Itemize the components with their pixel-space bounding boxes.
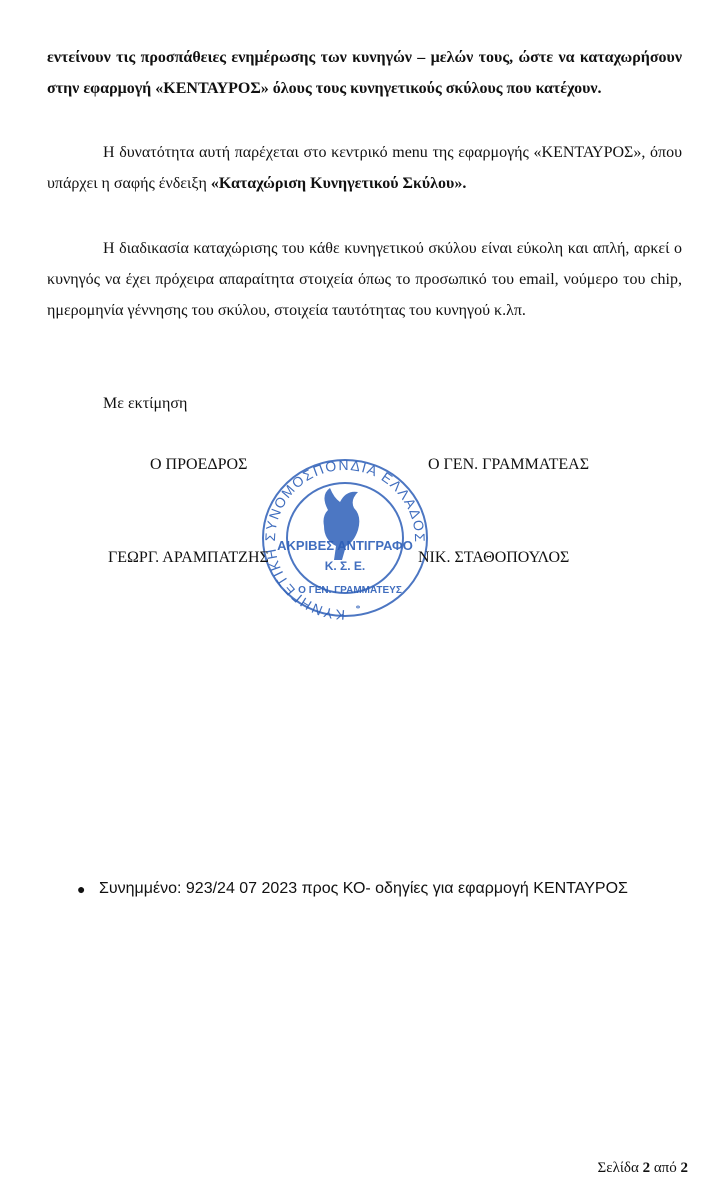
paragraph-2-text: Η δυνατότητα αυτή παρέχεται στο κεντρικό menu της εφαρμογής «ΚΕΝΤΑΥΡΟΣ», όπου υπάρχει η σαφής ένδειξη [47,144,682,192]
stamp-line-2: Κ. Σ. Ε. [324,559,366,573]
paragraph-2-bold: «Καταχώριση Κυνηγετικού Σκύλου». [210,175,467,192]
page-number [598,1160,688,1177]
stamp-line-1: ΑΚΡΙΒΕΣ ΑΝΤΙΓΡΑΦΟ [277,538,413,553]
paragraph-2 [47,137,682,199]
paragraph-3: Η διαδικασία καταχώρισης του κάθε κυνηγετικού σκύλου είναι εύκολη και απλή, αρκεί ο κυνηγός να έχει πρόχειρα απαραίτητα στοιχεία όπως το προσωπικό του email, νούμερο του chip, ημερομηνία γέννησης του σκύλου, στοιχεία ταυτότητας του κυνηγού κ.λπ. [47,240,682,319]
page-total: 2 [680,1160,688,1176]
page-current: 2 [642,1160,651,1176]
stamp-ring-text: ΚΥΝΗΓΕΤΙΚΗ ΣΥΝΟΜΟΣΠΟΝΔΙΑ ΕΛΛΑΔΟΣ [261,456,429,624]
star-icon: * [355,604,361,615]
stamp-line-3: Ο ΓΕΝ. ΓΡΑΜΜΑΤΕΥΣ [298,585,402,596]
president-title: Ο ΠΡΟΕΔΡΟΣ [150,456,248,473]
secretary-title: Ο ΓΕΝ. ΓΡΑΜΜΑΤΕΑΣ [428,456,590,473]
page-number-prefix: Σελίδα [597,1160,643,1176]
president-name: ΓΕΩΡΓ. ΑΡΑΜΠΑΤΖΗΣ [108,549,269,566]
official-stamp [250,450,440,630]
closing-salutation: Με εκτίμηση [103,395,188,412]
paragraph-1: εντείνουν τις προσπάθειες ενημέρωσης των κυνηγών – μελών τους, ώστε να καταχωρήσουν στην εφαρμογή «ΚΕΝΤΑΥΡΟΣ» όλους τους κυνηγετικούς σκύλους που κατέχουν. [47,49,682,97]
bullet-icon: ● [77,881,86,897]
page-number-middle: από [650,1160,681,1176]
attachment-item [77,880,628,898]
attachment-text: Συνημμένο: 923/24 07 2023 προς ΚΟ- οδηγίες για εφαρμογή ΚΕΝΤΑΥΡΟΣ [99,880,628,897]
secretary-name: ΝΙΚ. ΣΤΑΘΟΠΟΥΛΟΣ [418,549,570,566]
